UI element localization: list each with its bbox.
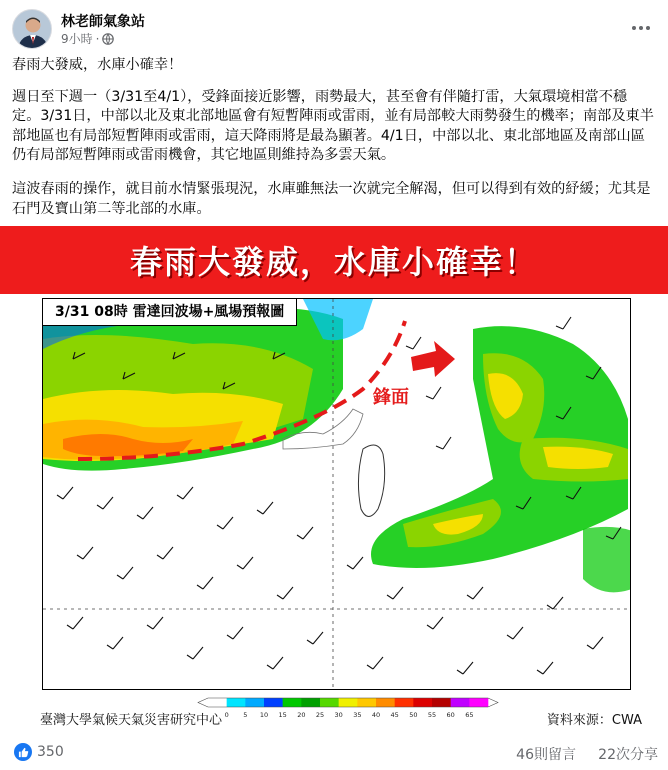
colorbar-tick-label: 35: [353, 711, 362, 719]
credit-source-right: 資料來源：CWA: [546, 713, 642, 728]
colorbar-tick-label: 10: [259, 711, 269, 719]
colorbar-swatch: [227, 698, 246, 707]
avatar[interactable]: [12, 9, 52, 49]
colorbar-tick-label: 0: [224, 711, 229, 719]
colorbar-tick-label: 15: [278, 711, 287, 719]
colorbar-tick-label: 30: [334, 711, 343, 719]
colorbar-swatch: [208, 698, 227, 707]
post-paragraph: 這波春雨的操作，就目前水情緊張現況，水庫雖無法一次就完全解渴，但可以得到有效的紓緩；尤其是石門及寶山第二等北部的水庫。: [12, 180, 651, 217]
more-options-icon[interactable]: [626, 13, 656, 43]
post-footer: [0, 734, 668, 770]
colorbar-tick-label: 65: [465, 711, 474, 719]
post-headline: 春雨大發威，水庫小確幸！: [12, 57, 183, 73]
colorbar-swatch: [413, 698, 432, 707]
meta-separator: ·: [95, 31, 100, 46]
map-title: 3/31 08時 雷達回波場+風場預報圖: [43, 299, 297, 326]
colorbar-swatch: [395, 698, 414, 707]
post-meta: [61, 30, 114, 47]
colorbar-swatch: [264, 698, 283, 707]
comments-count-link[interactable]: 46則留言: [516, 747, 576, 763]
colorbar-swatch: [245, 698, 264, 707]
colorbar-tick-label: 5: [243, 711, 248, 719]
colorbar-swatch: [451, 698, 470, 707]
colorbar-tick-label: 60: [446, 711, 455, 719]
like-reaction-icon[interactable]: [14, 743, 32, 761]
colorbar-tick-label: 45: [390, 711, 399, 719]
post-time[interactable]: 9小時: [61, 32, 93, 46]
like-count[interactable]: 350: [37, 744, 64, 760]
colorbar-swatch: [320, 698, 339, 707]
colorbar-ticks: [225, 711, 474, 719]
radar-forecast-map: [42, 298, 631, 690]
front-label: 鋒面: [373, 387, 409, 408]
colorbar-swatch: [283, 698, 302, 707]
colorbar-tick-label: 40: [371, 711, 381, 719]
post-text: [12, 56, 654, 233]
banner-title: 春雨大發威，水庫小確幸！: [129, 243, 538, 281]
post-image[interactable]: [0, 226, 668, 732]
colorbar-swatch: [376, 698, 395, 707]
colorbar-swatch: [432, 698, 451, 707]
globe-icon: [102, 33, 114, 45]
colorbar-swatch: [469, 698, 488, 707]
colorbar-swatch: [339, 698, 358, 707]
colorbar-tick-label: 55: [427, 711, 437, 719]
colorbar-tick-label: 25: [315, 711, 325, 719]
colorbar-swatch: [357, 698, 376, 707]
colorbar-legend: [190, 696, 510, 724]
credit-source-left: 臺灣大學氣候天氣災害研究中心: [40, 713, 223, 728]
colorbar-swatches: [198, 698, 498, 707]
post-paragraph: 週日至下週一（3/31至4/1），受鋒面接近影響，雨勢最大，甚至會有伴隨打雷，大氣環境相當不穩定。3/31日，中部以北及東北部地區會有短暫陣雨或雷雨，並有局部較大雨勢發生的機率；南部及東半部地區也有局部短暫陣雨或雷雨，這天降雨將是最為顯著。4/1日，中部以北、東北部地區及南部山區仍有局部短暫陣雨或雷雨機會，其它地區則維持為多雲天氣。: [12, 88, 654, 164]
shares-count-link[interactable]: 22次分享: [598, 747, 658, 763]
radar-map-graphic: [43, 299, 631, 690]
image-banner: [0, 226, 668, 294]
post-header: [12, 9, 656, 49]
author-name[interactable]: 林老師氣象站: [61, 14, 145, 30]
colorbar-tick-label: 50: [409, 711, 418, 719]
colorbar-tick-label: 20: [297, 711, 306, 719]
colorbar-swatch: [301, 698, 320, 707]
